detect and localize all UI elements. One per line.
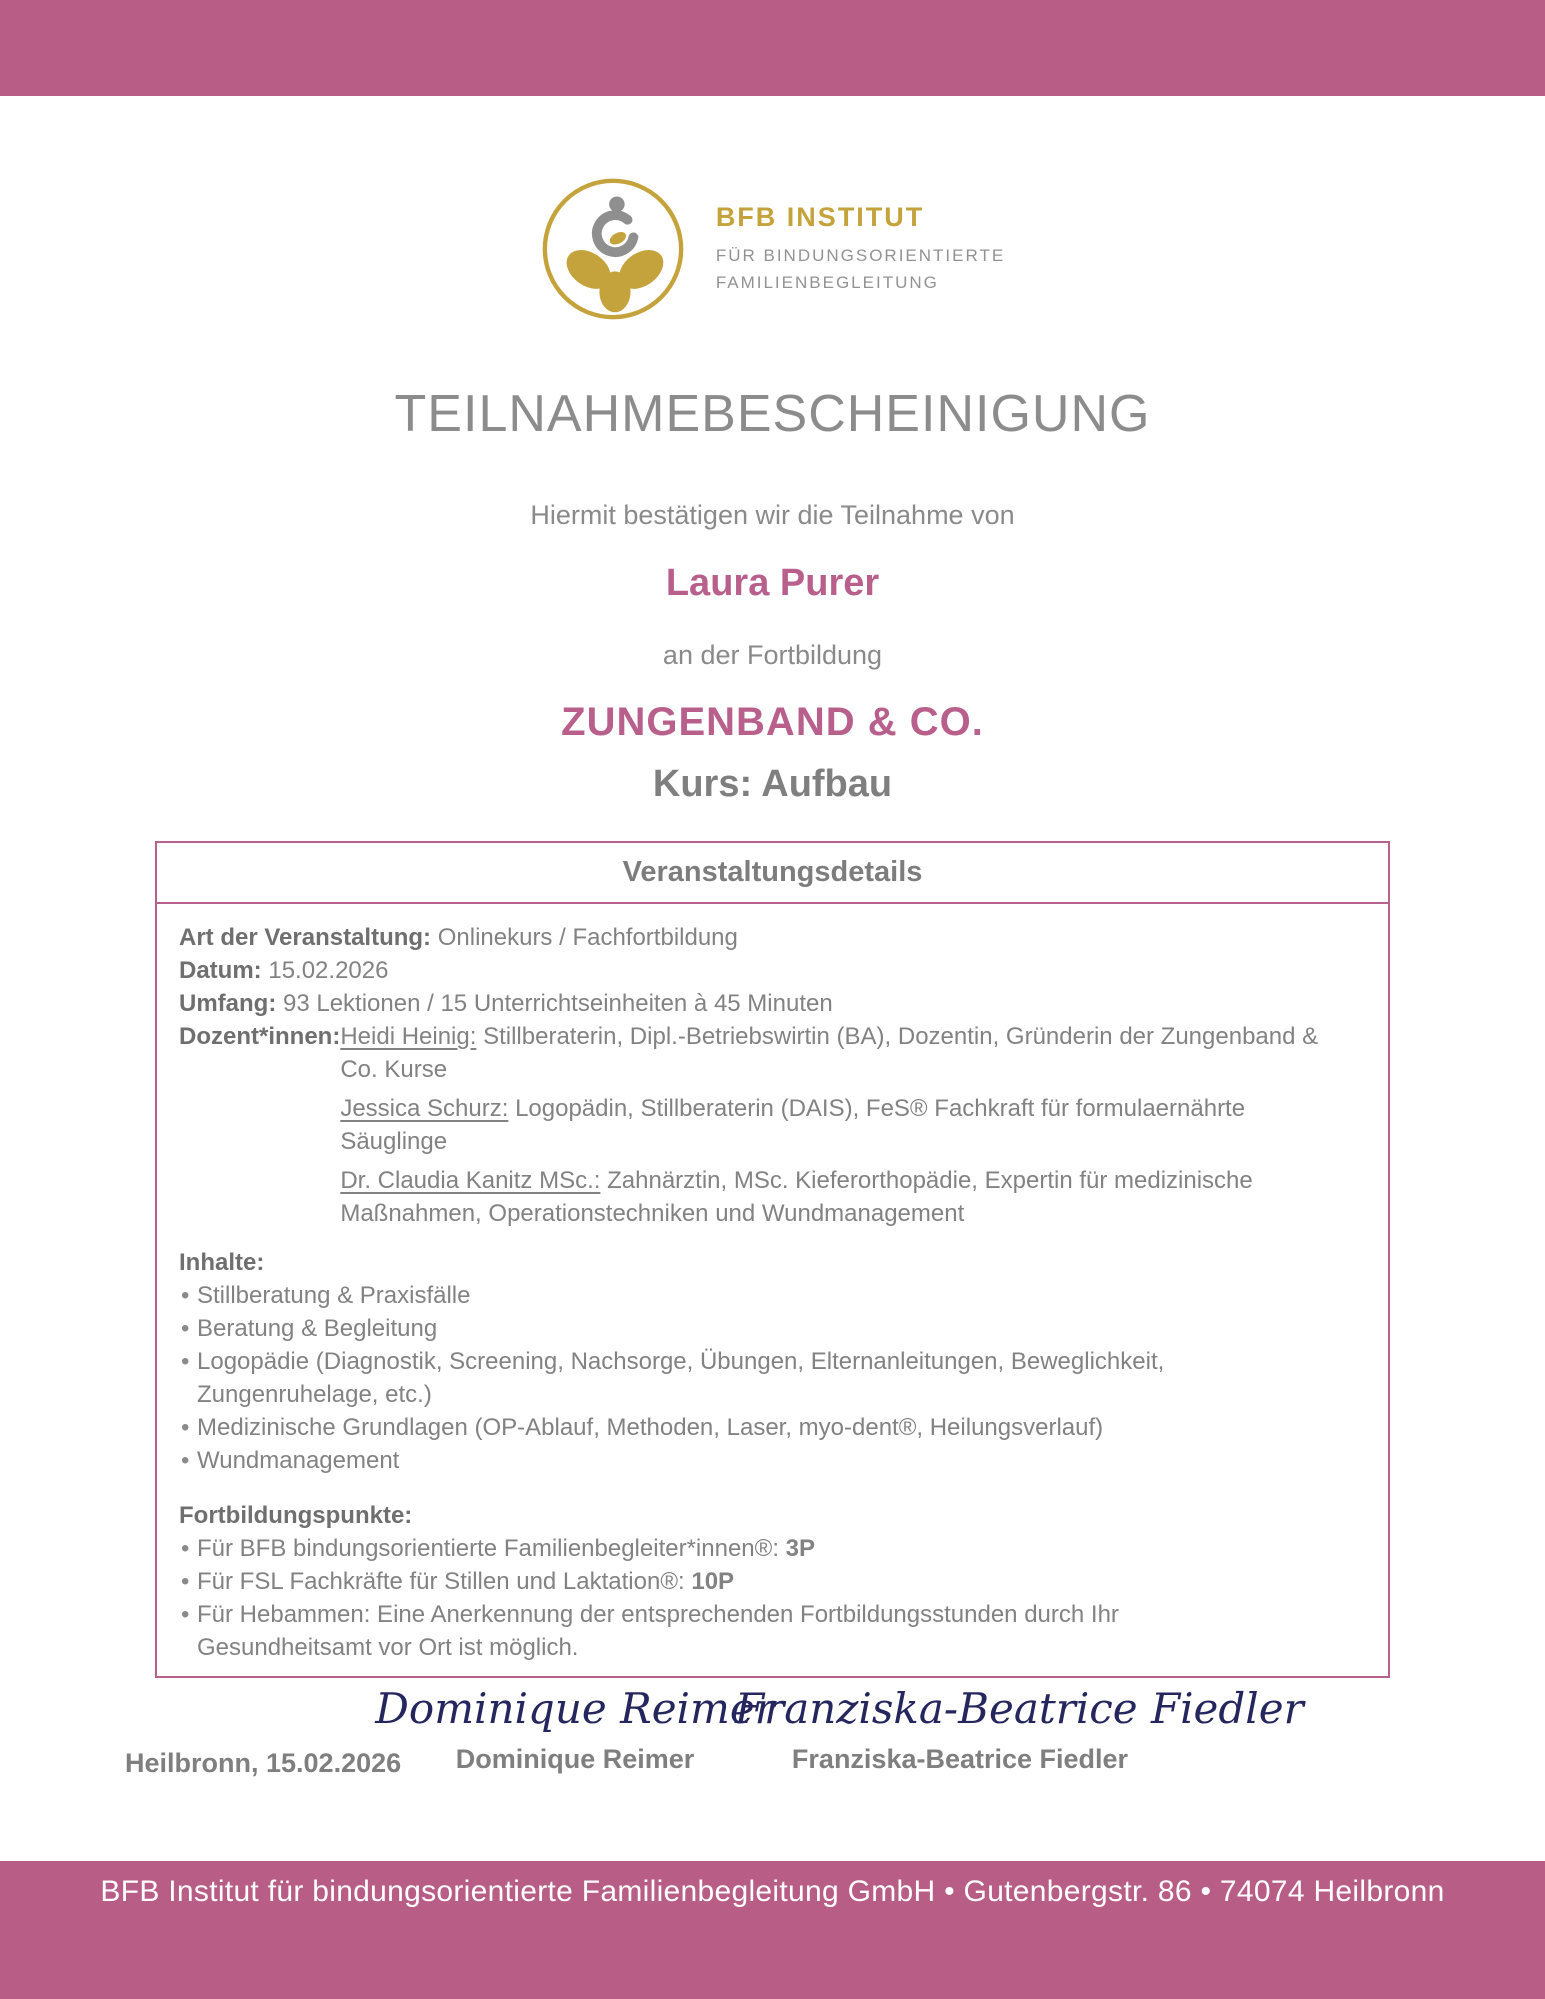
list-item: • Beratung & Begleitung (179, 1312, 1239, 1345)
confirmation-intro: Hiermit bestätigen wir die Teilnahme von (530, 500, 1015, 530)
dozenten-label: Dozent*innen: (179, 1023, 341, 1050)
details-header: Veranstaltungsdetails (157, 843, 1388, 904)
signature-block-2 (735, 1684, 1304, 1775)
signature-block-1 (360, 1686, 790, 1775)
details-body (157, 904, 1388, 1676)
course-intro: an der Fortbildung (662, 640, 883, 670)
dozenten-entries (340, 1020, 1340, 1230)
detail-row-umfang (179, 987, 1362, 1020)
list-item: • Logopädie (Diagnostik, Screening, Nachsorge, Übungen, Elternanleitungen, Beweglichkeit, Zungenruhelage, etc.) (179, 1345, 1239, 1411)
footer-band (0, 1861, 1545, 1999)
detail-row-dozenten (179, 1020, 1362, 1230)
footer-address: BFB Institut für bindungsorientierte Familienbegleitung GmbH • Gutenbergstr. 86 • 74074 Heilbronn (100, 1875, 1445, 1908)
signature-printed-2: Franziska-Beatrice Fiedler (791, 1744, 1129, 1775)
points-text: Für BFB bindungsorientierte Familienbegleiter*innen®: (197, 1535, 779, 1562)
fortbildungspunkte-label: Fortbildungspunkte: (179, 1502, 413, 1529)
detail-value: 93 Lektionen / 15 Unterrichtseinheiten à 45 Minuten (283, 990, 833, 1017)
dozent-entry (340, 1092, 1340, 1158)
bfb-logo-text (716, 202, 1005, 296)
detail-label: Datum: (179, 957, 262, 984)
points-text: Für FSL Fachkräfte für Stillen und Laktation®: (197, 1568, 685, 1595)
dozent-name: Heidi Heinig: (340, 1023, 477, 1050)
signature-script-2: Franziska-Beatrice Fiedler (735, 1684, 1304, 1733)
event-details-box (155, 841, 1390, 1678)
logo-subtitle-line2: FAMILIENBEGLEITUNG (715, 273, 939, 292)
list-item (179, 1598, 1239, 1664)
inhalte-list (179, 1279, 1239, 1477)
participant-name: Laura Purer (665, 562, 880, 604)
inhalte-label: Inhalte: (179, 1249, 265, 1276)
points-text: Für Hebammen: Eine Anerkennung der entsprechenden Fortbildungsstunden durch Ihr Gesundheitsamt vor Ort ist möglich. (197, 1601, 1119, 1661)
top-band (0, 0, 1545, 96)
signature-script-1: Dominique Reimer (375, 1684, 775, 1733)
detail-row-art (179, 921, 1362, 954)
list-item (179, 1565, 1239, 1598)
list-item: • Wundmanagement (179, 1444, 1239, 1477)
dozent-entry (340, 1020, 1340, 1086)
signature-printed-1: Dominique Reimer (455, 1744, 695, 1775)
dozent-name: Dr. Claudia Kanitz MSc.: (340, 1167, 601, 1194)
dozent-description: Logopädin, Stillberaterin (DAIS), FeS® Fachkraft für formulaernährte Säuglinge (340, 1095, 1246, 1155)
list-item: • Stillberatung & Praxisfälle (179, 1279, 1239, 1312)
dozent-description: Zahnärztin, MSc. Kieferorthopädie, Expertin für medizinische Maßnahmen, Operationstechniken und Wundmanagement (340, 1167, 1253, 1227)
page-title: TEILNAHMEBESCHEINIGUNG (394, 385, 1151, 443)
detail-value: 15.02.2026 (268, 957, 389, 984)
course-name: ZUNGENBAND & CO. (561, 700, 984, 744)
course-level: Kurs: Aufbau (652, 763, 893, 805)
dozent-description: Stillberaterin, Dipl.-Betriebswirtin (BA), Dozentin, Gründerin der Zungenband & Co. Kurse (340, 1023, 1319, 1083)
points-value: 10P (691, 1568, 735, 1595)
detail-label: Umfang: (179, 990, 277, 1017)
place-and-date: Heilbronn, 15.02.2026 (125, 1748, 402, 1778)
list-item: • Medizinische Grundlagen (OP-Ablauf, Methoden, Laser, myo-dent®, Heilungsverlauf) (179, 1411, 1239, 1444)
logo-subtitle-line1: FÜR BINDUNGSORIENTIERTE (715, 245, 1006, 265)
bfb-logo-icon (540, 176, 686, 322)
detail-label: Art der Veranstaltung: (179, 924, 432, 951)
dozent-name: Jessica Schurz: (340, 1095, 509, 1122)
fortbildungspunkte-list (179, 1532, 1239, 1664)
dozent-entry (340, 1164, 1340, 1230)
logo-title: BFB INSTITUT (715, 201, 925, 232)
list-item (179, 1532, 1239, 1565)
bfb-logo (0, 176, 1545, 322)
detail-row-datum (179, 954, 1362, 987)
detail-value: Onlinekurs / Fachfortbildung (437, 924, 738, 951)
points-value: 3P (785, 1535, 816, 1562)
